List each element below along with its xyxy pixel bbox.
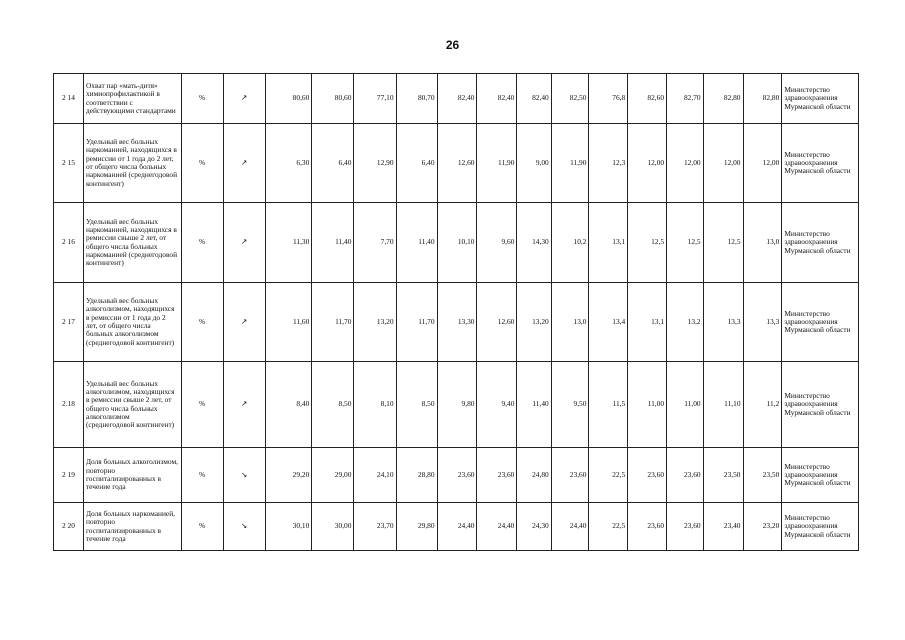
value-cell: 11,40 [312, 203, 354, 283]
value-cell: 24,30 [517, 503, 551, 551]
trend-arrow-icon: ↘ [223, 503, 265, 551]
indicator-number: 2 14 [54, 74, 84, 124]
value-cell: 11,90 [551, 124, 589, 203]
value-cell: 23,60 [477, 448, 517, 503]
indicator-unit: % [181, 362, 223, 448]
responsible-organization: Министерство здравоохранения Мурманской области [782, 362, 859, 448]
value-cell: 11,90 [477, 124, 517, 203]
value-cell: 11,10 [703, 362, 743, 448]
indicator-unit: % [181, 503, 223, 551]
value-cell: 80,70 [396, 74, 437, 124]
indicators-table [53, 73, 859, 551]
value-cell: 13,4 [589, 283, 628, 362]
responsible-organization: Министерство здравоохранения Мурманской области [782, 74, 859, 124]
responsible-organization: Министерство здравоохранения Мурманской области [782, 503, 859, 551]
value-cell: 23,60 [551, 448, 589, 503]
table-row [54, 503, 859, 551]
value-cell: 23,60 [667, 503, 704, 551]
responsible-organization: Министерство здравоохранения Мурманской области [782, 283, 859, 362]
value-cell: 11,40 [517, 362, 551, 448]
table-row [54, 124, 859, 203]
value-cell: 24,80 [517, 448, 551, 503]
value-cell: 9,50 [551, 362, 589, 448]
value-cell: 14,30 [517, 203, 551, 283]
trend-arrow-icon: ↗ [223, 203, 265, 283]
value-cell: 10,10 [437, 203, 477, 283]
responsible-organization: Министерство здравоохранения Мурманской области [782, 203, 859, 283]
value-cell: 6,40 [312, 124, 354, 203]
indicator-number: 2 15 [54, 124, 84, 203]
value-cell: 9,00 [517, 124, 551, 203]
value-cell: 82,80 [743, 74, 782, 124]
value-cell: 10,2 [551, 203, 589, 283]
value-cell: 29,20 [265, 448, 312, 503]
value-cell: 24,40 [477, 503, 517, 551]
value-cell: 22,5 [589, 503, 628, 551]
value-cell: 13,2 [667, 283, 704, 362]
trend-arrow-icon: ↗ [223, 283, 265, 362]
value-cell: 23,50 [703, 448, 743, 503]
value-cell: 82,50 [551, 74, 589, 124]
value-cell: 23,40 [703, 503, 743, 551]
trend-arrow-icon: ↗ [223, 362, 265, 448]
value-cell: 11,5 [589, 362, 628, 448]
value-cell: 12,00 [628, 124, 667, 203]
table-row [54, 448, 859, 503]
value-cell: 29,80 [396, 503, 437, 551]
value-cell: 8,10 [354, 362, 396, 448]
value-cell: 30,10 [265, 503, 312, 551]
value-cell: 12,3 [589, 124, 628, 203]
value-cell: 13,20 [354, 283, 396, 362]
trend-arrow-icon: ↘ [223, 448, 265, 503]
value-cell: 24,40 [551, 503, 589, 551]
value-cell: 6,30 [265, 124, 312, 203]
value-cell: 8,50 [312, 362, 354, 448]
value-cell: 24,10 [354, 448, 396, 503]
value-cell: 8,50 [396, 362, 437, 448]
value-cell: 23,50 [743, 448, 782, 503]
value-cell: 76,8 [589, 74, 628, 124]
value-cell: 11,70 [396, 283, 437, 362]
value-cell: 12,5 [667, 203, 704, 283]
value-cell: 24,40 [437, 503, 477, 551]
value-cell: 23,60 [628, 503, 667, 551]
table-row [54, 203, 859, 283]
indicator-number: 2 16 [54, 203, 84, 283]
value-cell: 11,40 [396, 203, 437, 283]
value-cell: 12,90 [354, 124, 396, 203]
value-cell: 8,40 [265, 362, 312, 448]
table-row [54, 74, 859, 124]
value-cell: 77,10 [354, 74, 396, 124]
value-cell: 11,30 [265, 203, 312, 283]
indicator-name: Доля больных наркоманией, повторно госпитализированных в течение года [83, 503, 181, 551]
value-cell: 13,0 [743, 203, 782, 283]
value-cell: 13,30 [437, 283, 477, 362]
value-cell: 11,70 [312, 283, 354, 362]
value-cell: 13,0 [551, 283, 589, 362]
indicator-number: 2 19 [54, 448, 84, 503]
value-cell: 11,00 [667, 362, 704, 448]
value-cell: 23,70 [354, 503, 396, 551]
value-cell: 80,60 [312, 74, 354, 124]
value-cell: 13,1 [628, 283, 667, 362]
value-cell: 22,5 [589, 448, 628, 503]
value-cell: 11,2 [743, 362, 782, 448]
value-cell: 9,40 [477, 362, 517, 448]
value-cell: 12,00 [743, 124, 782, 203]
value-cell: 7,70 [354, 203, 396, 283]
indicator-name: Удельный вес больных алкоголизмом, находящихся в ремиссии свыше 2 лет, от общего числа больных алкоголизмом (среднегодовой контингент) [83, 362, 181, 448]
responsible-organization: Министерство здравоохранения Мурманской области [782, 124, 859, 203]
value-cell: 6,40 [396, 124, 437, 203]
value-cell: 11,00 [628, 362, 667, 448]
value-cell: 12,5 [703, 203, 743, 283]
indicator-name: Доля больных алкоголизмом, повторно госпитализированных в течение года [83, 448, 181, 503]
value-cell: 13,1 [589, 203, 628, 283]
value-cell: 80,60 [265, 74, 312, 124]
indicator-unit: % [181, 448, 223, 503]
value-cell: 12,00 [667, 124, 704, 203]
value-cell: 23,60 [628, 448, 667, 503]
value-cell: 11,60 [265, 283, 312, 362]
value-cell: 82,60 [628, 74, 667, 124]
value-cell: 29,00 [312, 448, 354, 503]
table-row [54, 283, 859, 362]
indicator-unit: % [181, 74, 223, 124]
indicator-unit: % [181, 124, 223, 203]
value-cell: 13,20 [517, 283, 551, 362]
indicator-number: 2 20 [54, 503, 84, 551]
value-cell: 12,00 [703, 124, 743, 203]
value-cell: 12,60 [437, 124, 477, 203]
value-cell: 12,5 [628, 203, 667, 283]
indicator-name: Охват пар «мать-дитя» химиопрофилактикой в соответствии с действующими стандартами [83, 74, 181, 124]
table-row [54, 362, 859, 448]
indicator-name: Удельный вес больных наркоманией, находящихся в ремиссии от 1 года до 2 лет, от общего числа больных наркоманией (среднегодовой контингент) [83, 124, 181, 203]
indicator-name: Удельный вес больных алкоголизмом, находящихся в ремиссии от 1 года до 2 лет, от общего числа больных алкоголизмом (среднегодовой контингент) [83, 283, 181, 362]
value-cell: 23,60 [667, 448, 704, 503]
value-cell: 13,3 [743, 283, 782, 362]
value-cell: 82,70 [667, 74, 704, 124]
value-cell: 12,60 [477, 283, 517, 362]
indicator-number: 2.18 [54, 362, 84, 448]
value-cell: 23,20 [743, 503, 782, 551]
value-cell: 82,40 [437, 74, 477, 124]
value-cell: 9,80 [437, 362, 477, 448]
trend-arrow-icon: ↗ [223, 74, 265, 124]
value-cell: 23,60 [437, 448, 477, 503]
trend-arrow-icon: ↗ [223, 124, 265, 203]
indicator-unit: % [181, 283, 223, 362]
responsible-organization: Министерство здравоохранения Мурманской области [782, 448, 859, 503]
indicator-number: 2 17 [54, 283, 84, 362]
value-cell: 82,40 [517, 74, 551, 124]
indicator-name: Удельный вес больных наркоманией, находящихся в ремиссии свыше 2 лет, от общего числа больных наркоманией (среднегодовой контингент) [83, 203, 181, 283]
value-cell: 82,40 [477, 74, 517, 124]
value-cell: 82,80 [703, 74, 743, 124]
value-cell: 13,3 [703, 283, 743, 362]
indicator-unit: % [181, 203, 223, 283]
value-cell: 28,80 [396, 448, 437, 503]
value-cell: 30,00 [312, 503, 354, 551]
value-cell: 9,60 [477, 203, 517, 283]
page-number: 26 [445, 38, 460, 52]
